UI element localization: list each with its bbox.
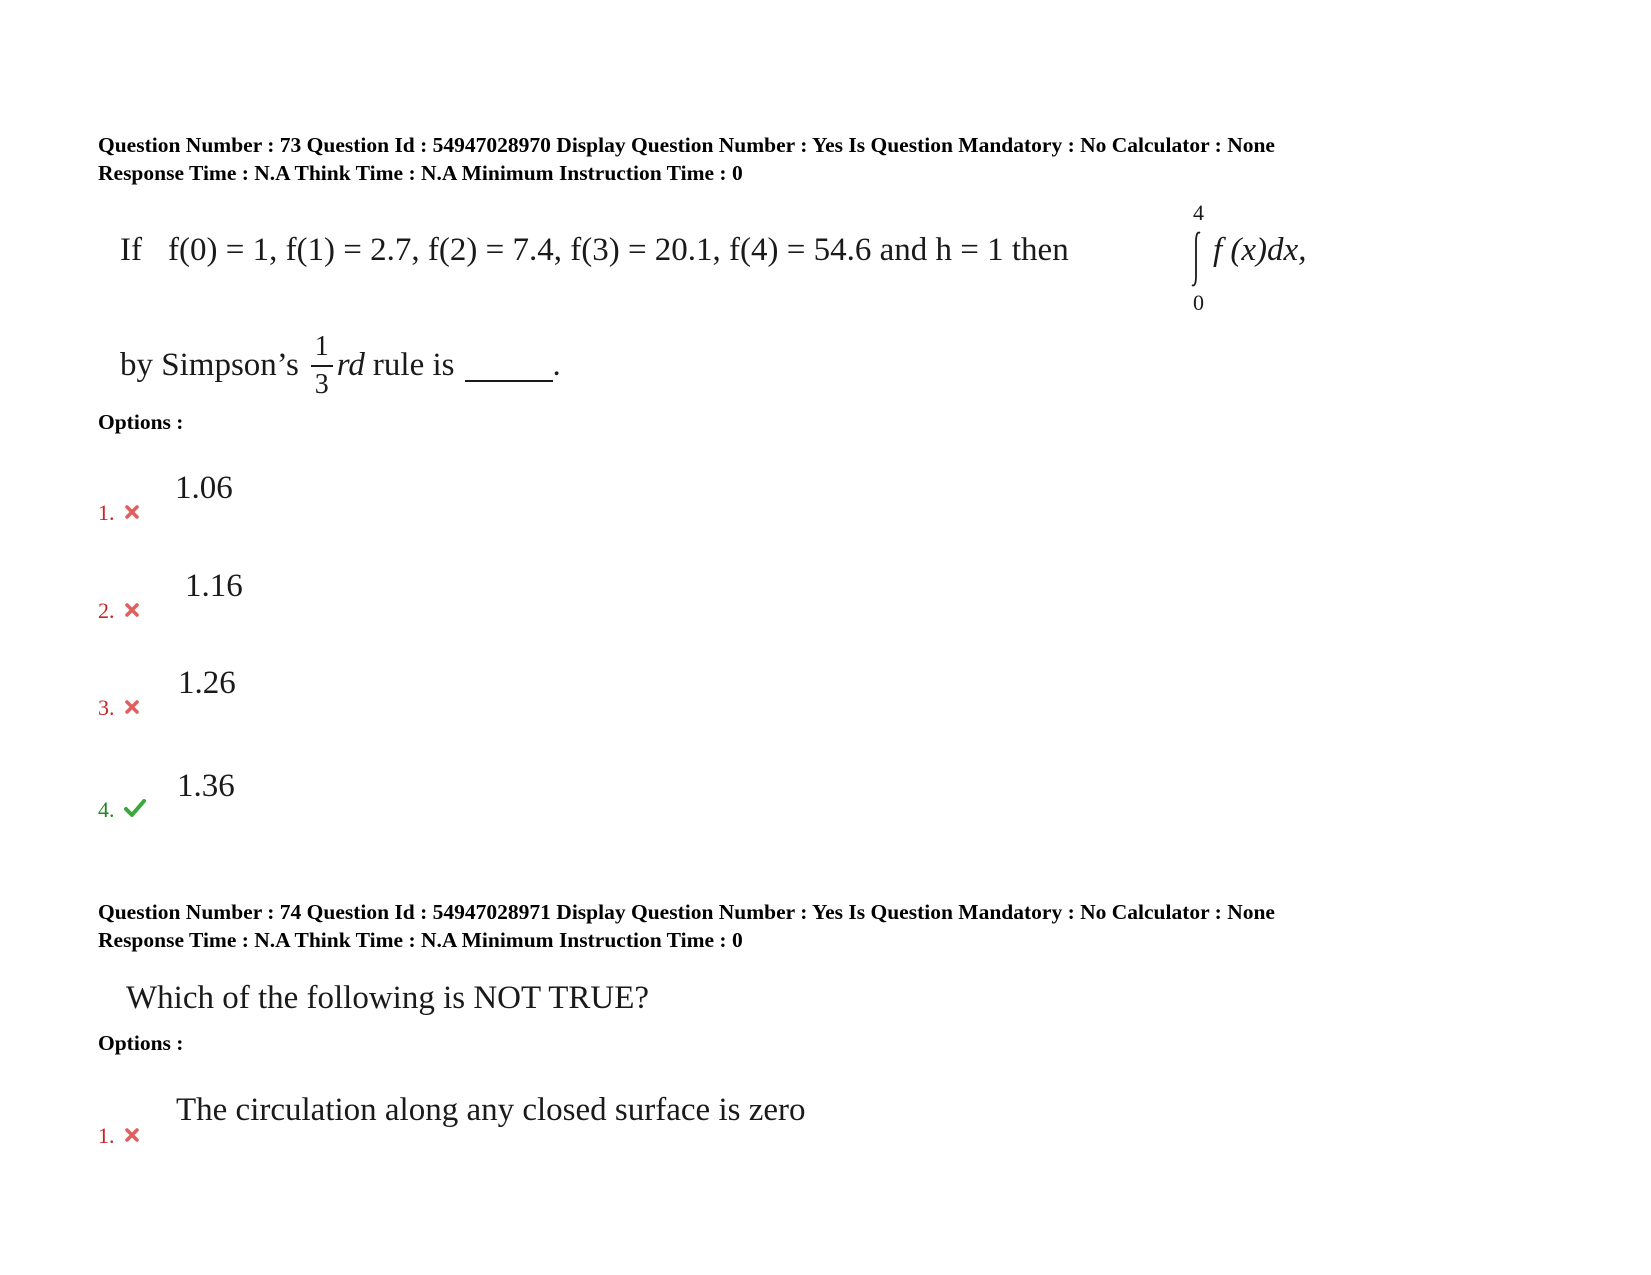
answer-blank — [465, 350, 553, 382]
question-73-stem-line-1 — [120, 232, 1069, 269]
stem-line2-prefix: by Simpson’s — [120, 347, 299, 384]
fraction-one-third — [311, 332, 333, 400]
question-meta-line-2: Response Time : N.A Think Time : N.A Minimum Instruction Time : 0 — [98, 161, 743, 185]
option-text: 1.26 — [178, 665, 236, 701]
cross-icon — [124, 699, 140, 715]
option-text: 1.16 — [185, 568, 243, 604]
stem-condition: f(0) = 1, f(1) = 2.7, f(2) = 7.4, f(3) = 20.1, f(4) = 54.6 and h = 1 then — [167, 232, 1069, 268]
question-74-stem: Which of the following is NOT TRUE? — [126, 980, 650, 1016]
option-text: 1.36 — [177, 768, 235, 804]
option-number: 1. — [98, 1123, 115, 1148]
stem-if-word: If — [120, 232, 142, 268]
integral-lower-limit: 0 — [1193, 290, 1204, 315]
option-row — [98, 470, 998, 530]
cross-icon — [124, 504, 140, 520]
option-number: 4. — [98, 797, 115, 822]
options-label: Options : — [98, 1031, 184, 1055]
question-meta-line-1: Question Number : 73 Question Id : 54947028970 Display Question Number : Yes Is Question Mandatory : No Calculator : None — [98, 133, 1275, 157]
option-number: 1. — [98, 500, 115, 525]
fraction-bar — [311, 365, 333, 367]
cross-icon — [124, 602, 140, 618]
question-meta-line-1: Question Number : 74 Question Id : 54947028971 Display Question Number : Yes Is Question Mandatory : No Calculator : None — [98, 900, 1275, 924]
cross-icon — [124, 1127, 140, 1143]
question-73-meta — [98, 131, 1275, 187]
stem-line2-suffix: rule is — [372, 347, 455, 384]
question-meta-line-2: Response Time : N.A Think Time : N.A Minimum Instruction Time : 0 — [98, 928, 743, 952]
option-row — [98, 665, 998, 725]
integral-sign-icon — [1189, 230, 1203, 288]
question-73-stem-line-2 — [120, 332, 561, 400]
option-number: 2. — [98, 598, 115, 623]
option-row — [98, 568, 998, 628]
question-74-meta — [98, 898, 1275, 954]
definite-integral — [1185, 200, 1345, 320]
check-icon — [124, 798, 146, 818]
stem-line2-end: . — [552, 347, 561, 384]
integral-upper-limit: 4 — [1193, 200, 1204, 225]
option-text: 1.06 — [175, 470, 233, 506]
options-label: Options : — [98, 410, 184, 434]
fraction-denominator: 3 — [314, 368, 329, 400]
option-text: The circulation along any closed surface is zero — [176, 1092, 806, 1128]
option-row — [98, 1092, 998, 1152]
fraction-numerator: 1 — [314, 331, 329, 362]
stem-rd: rd — [336, 347, 365, 384]
integral-integrand: f (x)dx, — [1213, 232, 1307, 268]
option-number: 3. — [98, 695, 115, 720]
option-row — [98, 768, 998, 828]
